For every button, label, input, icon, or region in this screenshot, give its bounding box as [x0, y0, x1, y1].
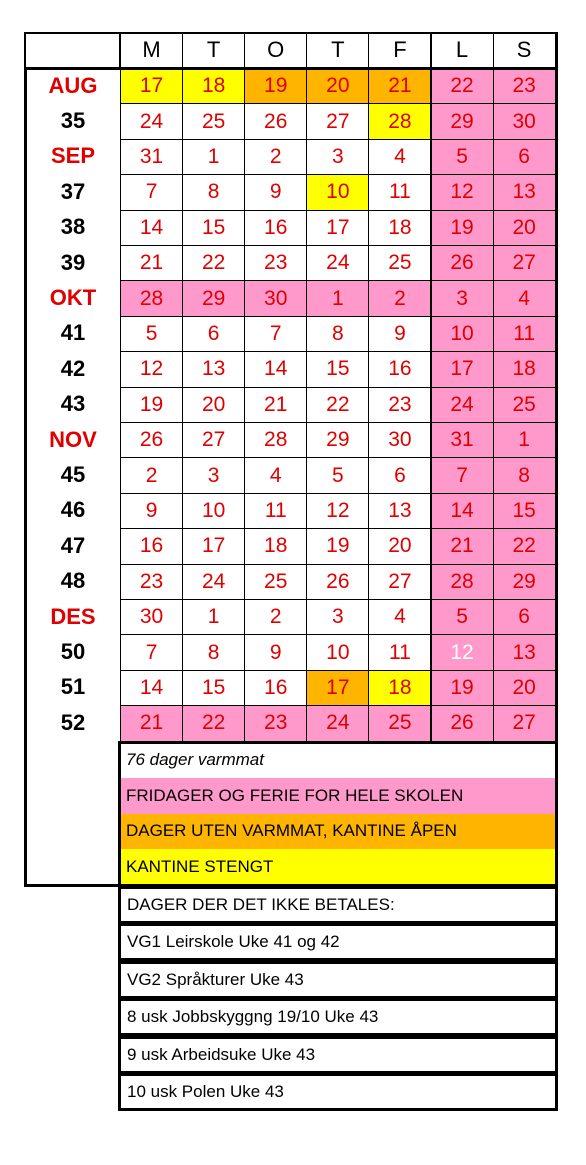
- note-box: 9 usk Arbeidsuke Uke 43: [118, 1036, 558, 1074]
- day-cell: 30: [244, 280, 307, 316]
- note-box: 10 usk Polen Uke 43: [118, 1073, 558, 1111]
- day-cell: 18: [244, 528, 307, 564]
- day-cell: 10: [306, 634, 369, 670]
- day-cell: 27: [368, 564, 431, 600]
- month-label: AUG: [48, 72, 98, 98]
- day-cell: 4: [368, 139, 431, 175]
- day-cell: 6: [368, 457, 431, 493]
- day-cell: 14: [244, 351, 307, 387]
- day-cell: 5: [431, 599, 494, 635]
- day-cell: 10: [182, 493, 245, 529]
- legend-item: FRIDAGER OG FERIE FOR HELE SKOLEN: [120, 778, 556, 814]
- day-cell: 24: [306, 705, 369, 741]
- day-cell: 1: [182, 139, 245, 175]
- day-cell: 26: [431, 705, 494, 741]
- day-cell: 26: [244, 103, 307, 139]
- day-cell: 1: [493, 422, 556, 458]
- week-number: 38: [60, 214, 86, 240]
- day-cell: 11: [368, 174, 431, 210]
- day-cell: 7: [431, 457, 494, 493]
- day-cell: 19: [431, 210, 494, 246]
- day-cell: 7: [120, 174, 183, 210]
- day-cell: 24: [120, 103, 183, 139]
- week-number: 52: [60, 709, 86, 735]
- day-cell: 28: [431, 564, 494, 600]
- day-cell: 13: [493, 634, 556, 670]
- week-number: 42: [60, 355, 86, 381]
- day-cell: 3: [182, 457, 245, 493]
- day-cell: 18: [368, 210, 431, 246]
- day-cell: 22: [306, 387, 369, 423]
- day-cell: 29: [493, 564, 556, 600]
- legend-frame: [118, 741, 558, 887]
- day-cell: 30: [120, 599, 183, 635]
- month-label: OKT: [49, 285, 97, 311]
- day-cell: 10: [431, 316, 494, 352]
- day-cell: 11: [493, 316, 556, 352]
- day-cell: 11: [244, 493, 307, 529]
- week-number: 39: [60, 249, 86, 275]
- legend-item: KANTINE STENGT: [120, 849, 556, 885]
- day-cell: 26: [306, 564, 369, 600]
- day-cell: 27: [182, 422, 245, 458]
- day-cell: 13: [182, 351, 245, 387]
- day-cell: 19: [120, 387, 183, 423]
- day-cell: 25: [244, 564, 307, 600]
- month-label: SEP: [50, 143, 96, 169]
- day-cell: 1: [182, 599, 245, 635]
- day-cell: 3: [431, 280, 494, 316]
- day-cell: 23: [368, 387, 431, 423]
- day-cell: 2: [120, 457, 183, 493]
- day-cell: 16: [244, 670, 307, 706]
- weekday-header: L: [431, 32, 494, 68]
- day-cell: 17: [182, 528, 245, 564]
- day-cell: 7: [244, 316, 307, 352]
- week-number: 37: [60, 178, 86, 204]
- note-box: DAGER DER DET IKKE BETALES:: [118, 886, 558, 924]
- day-cell: 22: [493, 528, 556, 564]
- day-cell: 12: [431, 634, 494, 670]
- day-cell: 21: [431, 528, 494, 564]
- note-box: VG1 Leirskole Uke 41 og 42: [118, 923, 558, 961]
- day-cell: 24: [306, 245, 369, 281]
- day-cell: 25: [368, 705, 431, 741]
- day-cell: 9: [120, 493, 183, 529]
- day-cell: 27: [493, 245, 556, 281]
- week-number: 51: [60, 674, 86, 700]
- day-cell: 28: [368, 103, 431, 139]
- day-cell: 24: [182, 564, 245, 600]
- day-cell: 2: [368, 280, 431, 316]
- weekday-header: T: [182, 32, 245, 68]
- month-label: NOV: [49, 426, 97, 452]
- day-cell: 3: [306, 599, 369, 635]
- day-cell: 29: [182, 280, 245, 316]
- day-cell: 29: [431, 103, 494, 139]
- day-cell: 5: [120, 316, 183, 352]
- day-cell: 11: [368, 634, 431, 670]
- day-cell: 6: [182, 316, 245, 352]
- day-cell: 14: [431, 493, 494, 529]
- day-cell: 30: [368, 422, 431, 458]
- day-cell: 18: [493, 351, 556, 387]
- day-cell: 25: [493, 387, 556, 423]
- weekday-header: M: [120, 32, 183, 68]
- day-cell: 15: [182, 670, 245, 706]
- day-cell: 29: [306, 422, 369, 458]
- day-cell: 14: [120, 670, 183, 706]
- day-cell: 21: [244, 387, 307, 423]
- day-cell: 6: [493, 139, 556, 175]
- day-cell: 22: [182, 705, 245, 741]
- day-cell: 12: [306, 493, 369, 529]
- day-cell: 14: [120, 210, 183, 246]
- day-cell: 1: [306, 280, 369, 316]
- day-cell: 27: [493, 705, 556, 741]
- day-cell: 25: [182, 103, 245, 139]
- weekday-header: S: [493, 32, 556, 68]
- day-cell: 17: [306, 210, 369, 246]
- week-number: 41: [60, 320, 86, 346]
- day-cell: 2: [244, 599, 307, 635]
- day-cell: 20: [368, 528, 431, 564]
- day-cell: 3: [306, 139, 369, 175]
- week-number: 50: [60, 639, 86, 665]
- day-cell: 4: [368, 599, 431, 635]
- day-cell: 17: [120, 68, 183, 104]
- week-number: 43: [60, 391, 86, 417]
- day-cell: 31: [120, 139, 183, 175]
- day-cell: 9: [244, 634, 307, 670]
- day-cell: 19: [431, 670, 494, 706]
- day-cell: 22: [431, 68, 494, 104]
- day-cell: 21: [120, 705, 183, 741]
- day-cell: 23: [120, 564, 183, 600]
- day-cell: 15: [493, 493, 556, 529]
- day-cell: 27: [306, 103, 369, 139]
- day-cell: 6: [493, 599, 556, 635]
- day-cell: 18: [182, 68, 245, 104]
- day-cell: 4: [493, 280, 556, 316]
- day-cell: 8: [182, 174, 245, 210]
- day-cell: 21: [120, 245, 183, 281]
- day-cell: 20: [493, 210, 556, 246]
- week-number: 47: [60, 532, 86, 558]
- day-cell: 5: [431, 139, 494, 175]
- day-cell: 22: [182, 245, 245, 281]
- day-cell: 23: [244, 245, 307, 281]
- day-cell: 13: [368, 493, 431, 529]
- day-cell: 17: [431, 351, 494, 387]
- day-cell: 20: [493, 670, 556, 706]
- note-box: VG2 Språkturer Uke 43: [118, 961, 558, 999]
- day-cell: 26: [120, 422, 183, 458]
- day-cell: 9: [368, 316, 431, 352]
- day-cell: 21: [368, 68, 431, 104]
- month-label: DES: [50, 603, 96, 629]
- week-number: 48: [60, 568, 86, 594]
- weekday-header: T: [306, 32, 369, 68]
- day-cell: 13: [493, 174, 556, 210]
- day-cell: 12: [431, 174, 494, 210]
- day-cell: 15: [182, 210, 245, 246]
- weekday-header: O: [244, 32, 307, 68]
- day-cell: 20: [182, 387, 245, 423]
- day-cell: 8: [306, 316, 369, 352]
- day-cell: 15: [306, 351, 369, 387]
- header-frame: [24, 32, 558, 69]
- day-cell: 16: [120, 528, 183, 564]
- day-cell: 4: [244, 457, 307, 493]
- legend-item: DAGER UTEN VARMMAT, KANTINE ÅPEN: [120, 814, 556, 850]
- day-cell: 23: [493, 68, 556, 104]
- day-cell: 19: [244, 68, 307, 104]
- week-number: 35: [60, 108, 86, 134]
- day-cell: 8: [493, 457, 556, 493]
- day-cell: 12: [120, 351, 183, 387]
- day-cell: 28: [120, 280, 183, 316]
- day-cell: 25: [368, 245, 431, 281]
- day-cell: 9: [244, 174, 307, 210]
- note-box: 8 usk Jobbskyggng 19/10 Uke 43: [118, 998, 558, 1036]
- day-cell: 8: [182, 634, 245, 670]
- day-cell: 17: [306, 670, 369, 706]
- week-number: 45: [60, 462, 86, 488]
- day-cell: 19: [306, 528, 369, 564]
- day-cell: 10: [306, 174, 369, 210]
- day-cell: 31: [431, 422, 494, 458]
- day-cell: 20: [306, 68, 369, 104]
- day-cell: 24: [431, 387, 494, 423]
- day-cell: 2: [244, 139, 307, 175]
- day-cell: 23: [244, 705, 307, 741]
- weekday-header: F: [368, 32, 431, 68]
- legend-item: 76 dager varmmat: [120, 743, 556, 779]
- day-cell: 16: [368, 351, 431, 387]
- day-cell: 26: [431, 245, 494, 281]
- day-cell: 30: [493, 103, 556, 139]
- week-number: 46: [60, 497, 86, 523]
- day-cell: 5: [306, 457, 369, 493]
- day-cell: 28: [244, 422, 307, 458]
- day-cell: 18: [368, 670, 431, 706]
- day-cell: 16: [244, 210, 307, 246]
- day-cell: 7: [120, 634, 183, 670]
